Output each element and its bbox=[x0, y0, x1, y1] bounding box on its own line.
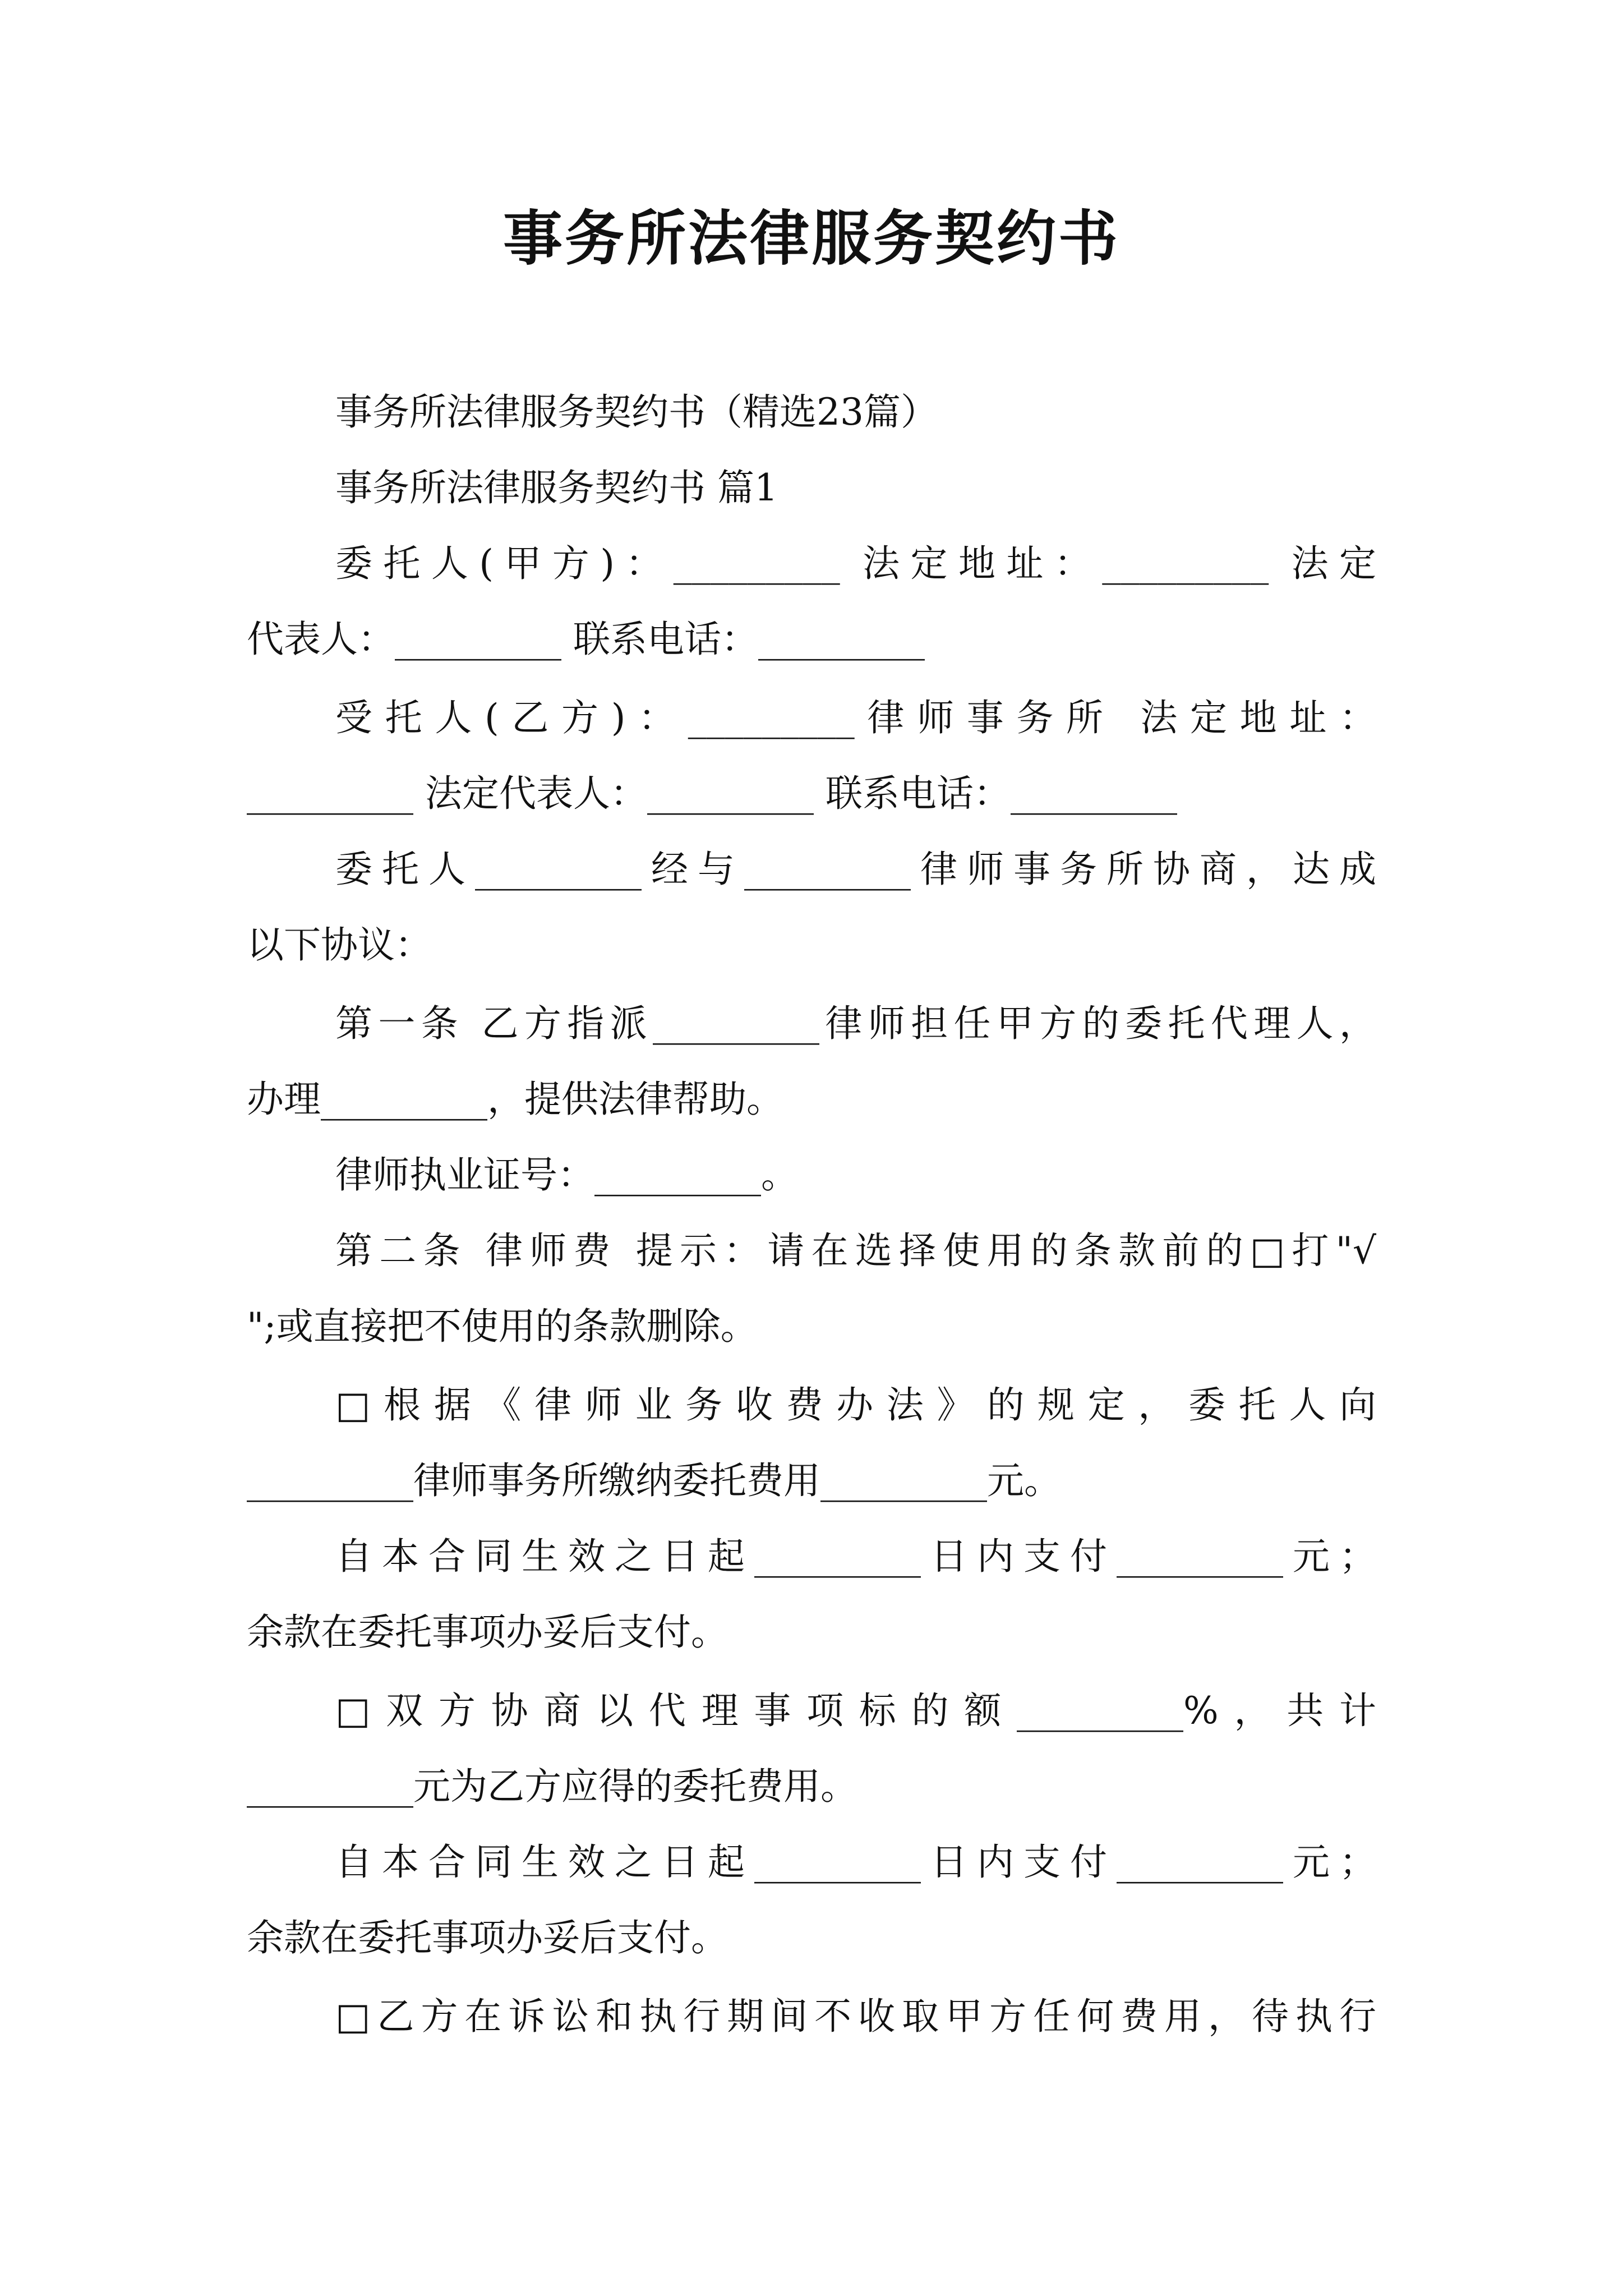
paragraph-line: 第一条 乙方指派_________律师担任甲方的委托代理人， bbox=[335, 1002, 1376, 1045]
paragraph-line: _________元为乙方应得的委托费用。 bbox=[247, 1765, 857, 1808]
paragraph-line: 受托人(乙方)：_________律师事务所 法定地址： bbox=[335, 696, 1376, 739]
paragraph-line: 第二条 律师费 提示：请在选择使用的条款前的□打"√ bbox=[335, 1229, 1376, 1272]
paragraph-line: 余款在委托事项办妥后支付。 bbox=[247, 1611, 728, 1654]
checkbox-clause-line: □根据《律师业务收费办法》的规定，委托人向 bbox=[335, 1383, 1376, 1427]
paragraph-line: _________ 法定代表人：_________ 联系电话：_________ bbox=[247, 772, 1177, 815]
paragraph-line: 委托人_________经与_________律师事务所协商，达成 bbox=[335, 848, 1376, 891]
paragraph-line: 律师执业证号：_________。 bbox=[335, 1153, 798, 1197]
paragraph-line: _________律师事务所缴纳委托费用_________元。 bbox=[247, 1459, 1061, 1502]
paragraph-line: 自本合同生效之日起_________日内支付_________元； bbox=[335, 1841, 1376, 1884]
paragraph-line: 委托人(甲方)：_________ 法定地址：_________ 法定 bbox=[335, 542, 1376, 585]
paragraph-line: 办理_________，提供法律帮助。 bbox=[247, 1078, 783, 1121]
paragraph-line: 自本合同生效之日起_________日内支付_________元； bbox=[335, 1535, 1376, 1578]
document-title: 事务所法律服务契约书 bbox=[503, 203, 1120, 273]
paragraph-line: ";或直接把不使用的条款删除。 bbox=[247, 1305, 758, 1348]
subtitle-line: 事务所法律服务契约书（精选23篇） bbox=[335, 390, 938, 434]
paragraph-line: 以下协议： bbox=[247, 923, 432, 967]
checkbox-clause-line: □双方协商以代理事项标的额_________%，共计 bbox=[335, 1689, 1376, 1732]
checkbox-clause-line: □乙方在诉讼和执行期间不收取甲方任何费用，待执行 bbox=[335, 1995, 1376, 2038]
section-heading: 事务所法律服务契约书 篇1 bbox=[335, 466, 778, 509]
paragraph-line: 代表人：_________ 联系电话：_________ bbox=[247, 618, 925, 661]
paragraph-line: 余款在委托事项办妥后支付。 bbox=[247, 1916, 728, 1959]
